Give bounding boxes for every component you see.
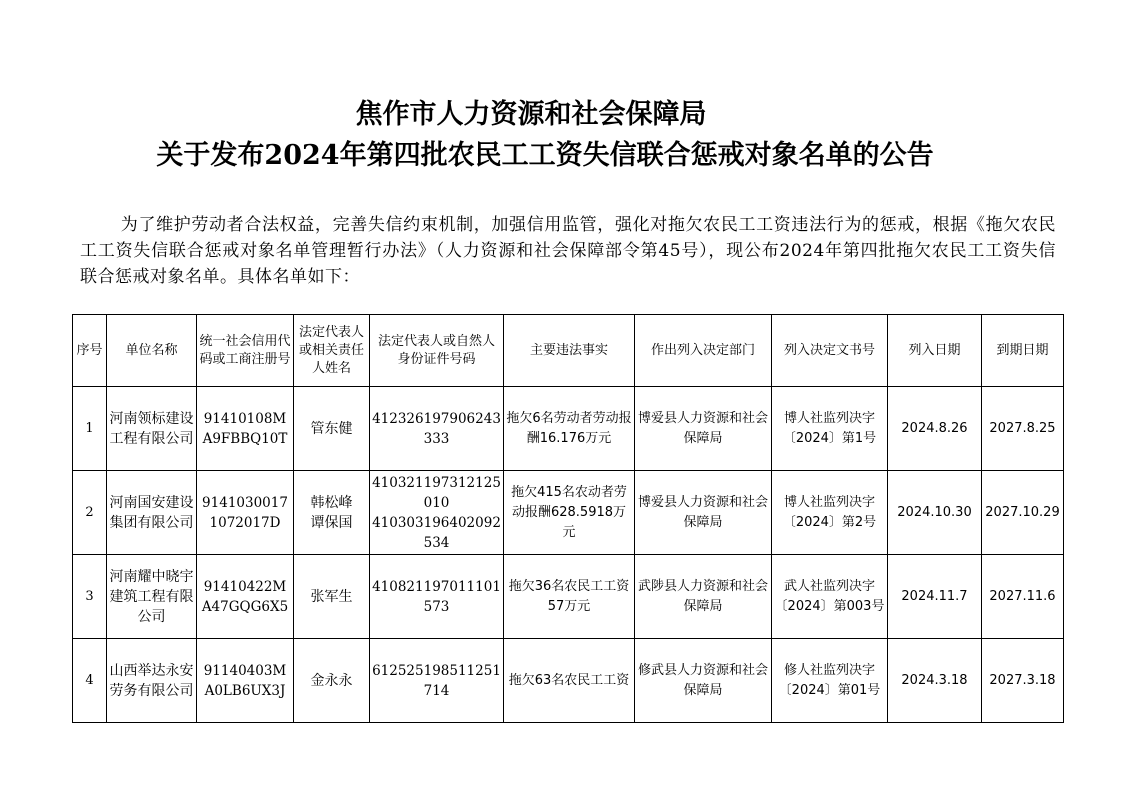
cell-seq: 3 <box>73 555 107 639</box>
table-row <box>73 639 1064 723</box>
table-row <box>73 555 1064 639</box>
header-id-number: 法定代表人或自然人身份证件号码 <box>370 315 504 387</box>
cell-expiry-date: 2027.10.29 <box>982 471 1064 555</box>
cell-violation-facts: 拖欠63名农民工工资 <box>504 639 635 723</box>
table-row <box>73 471 1064 555</box>
cell-list-date: 2024.10.30 <box>888 471 982 555</box>
cell-unit-name: 河南耀中晓宇建筑工程有限公司 <box>107 555 197 639</box>
cell-decision-dept: 修武县人力资源和社会保障局 <box>635 639 772 723</box>
header-decision-dept: 作出列入决定部门 <box>635 315 772 387</box>
intro-paragraph <box>80 212 1056 290</box>
table-row <box>73 387 1064 471</box>
notice-main-title: 关于发布2024年第四批农民工工资失信联合惩戒对象名单的公告 <box>156 140 934 171</box>
cell-legal-person: 韩松峰 谭保国 <box>294 471 370 555</box>
header-expiry-date: 到期日期 <box>982 315 1064 387</box>
cell-seq: 1 <box>73 387 107 471</box>
cell-id-number: 410321197312125010 410303196402092534 <box>370 471 504 555</box>
cell-decision-doc: 博人社监列决字〔2024〕第1号 <box>772 387 888 471</box>
cell-seq: 4 <box>73 639 107 723</box>
cell-decision-dept: 博爱县人力资源和社会保障局 <box>635 471 772 555</box>
cell-unit-name: 山西举达永安劳务有限公司 <box>107 639 197 723</box>
cell-id-number: 412326197906243333 <box>370 387 504 471</box>
cell-list-date: 2024.11.7 <box>888 555 982 639</box>
cell-decision-doc: 武人社监列决字〔2024〕第003号 <box>772 555 888 639</box>
cell-legal-person: 张军生 <box>294 555 370 639</box>
notice-issuer-title: 焦作市人力资源和社会保障局 <box>355 99 707 130</box>
table-header-row <box>73 315 1064 387</box>
cell-violation-facts: 拖欠415名农动者劳动报酬628.5918万元 <box>504 471 635 555</box>
cell-list-date: 2024.8.26 <box>888 387 982 471</box>
cell-seq: 2 <box>73 471 107 555</box>
cell-unit-name: 河南国安建设集团有限公司 <box>107 471 197 555</box>
header-violation-facts: 主要违法事实 <box>504 315 635 387</box>
cell-legal-person: 金永永 <box>294 639 370 723</box>
cell-expiry-date: 2027.11.6 <box>982 555 1064 639</box>
cell-expiry-date: 2027.8.25 <box>982 387 1064 471</box>
cell-decision-doc: 博人社监列决字〔2024〕第2号 <box>772 471 888 555</box>
cell-violation-facts: 拖欠36名农民工工资57万元 <box>504 555 635 639</box>
header-credit-code: 统一社会信用代码或工商注册号 <box>197 315 294 387</box>
cell-decision-dept: 武陟县人力资源和社会保障局 <box>635 555 772 639</box>
cell-unit-name: 河南领标建设工程有限公司 <box>107 387 197 471</box>
cell-legal-person: 管东健 <box>294 387 370 471</box>
blacklist-table <box>72 314 1064 723</box>
cell-expiry-date: 2027.3.18 <box>982 639 1064 723</box>
cell-credit-code: 91140403MA0LB6UX3J <box>197 639 294 723</box>
cell-credit-code: 91410108MA9FBBQ10T <box>197 387 294 471</box>
cell-credit-code: 91410422MA47GQG6X5 <box>197 555 294 639</box>
header-list-date: 列入日期 <box>888 315 982 387</box>
header-legal-person: 法定代表人或相关责任人姓名 <box>294 315 370 387</box>
cell-violation-facts: 拖欠6名劳动者劳动报酬16.176万元 <box>504 387 635 471</box>
header-unit-name: 单位名称 <box>107 315 197 387</box>
header-decision-doc: 列入决定文书号 <box>772 315 888 387</box>
cell-list-date: 2024.3.18 <box>888 639 982 723</box>
header-seq: 序号 <box>73 315 107 387</box>
cell-decision-dept: 博爱县人力资源和社会保障局 <box>635 387 772 471</box>
cell-id-number: 410821197011101573 <box>370 555 504 639</box>
cell-credit-code: 91410300171072017D <box>197 471 294 555</box>
intro-text: 为了维护劳动者合法权益，完善失信约束机制，加强信用监管，强化对拖欠农民工工资违法行为的惩戒，根据《拖欠农民工工资失信联合惩戒对象名单管理暂行办法》（人力资源和社会保障部令第45号），现公布2024年第四批拖欠农民工工资失信联合惩戒对象名单。具体名单如下： <box>80 215 1056 287</box>
cell-decision-doc: 修人社监列决字〔2024〕第01号 <box>772 639 888 723</box>
cell-id-number: 612525198511251714 <box>370 639 504 723</box>
